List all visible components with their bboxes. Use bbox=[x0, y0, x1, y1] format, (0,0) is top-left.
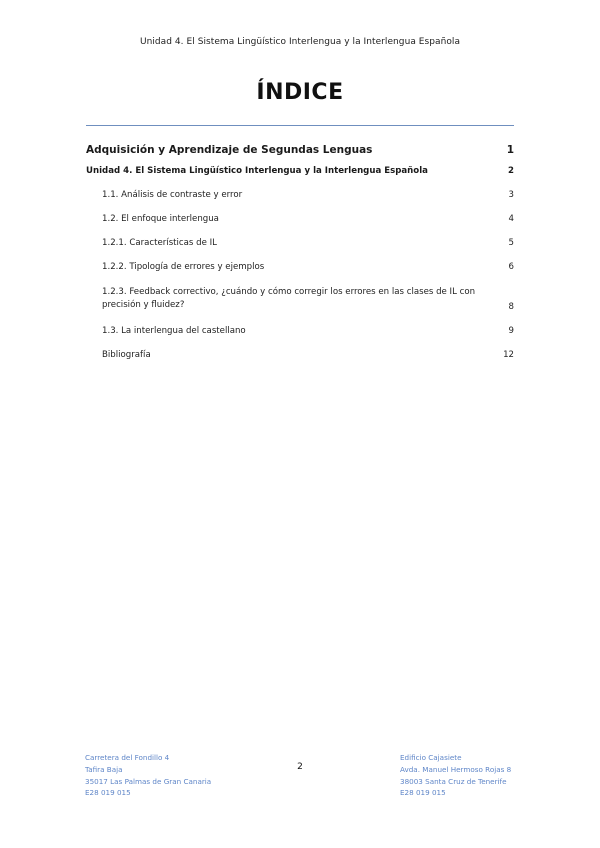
toc-entry-unidad-4[interactable] bbox=[86, 166, 514, 176]
toc-entry-text: 1.2. El enfoque interlengua bbox=[102, 214, 219, 224]
footer-line: Avda. Manuel Hermoso Rojas 8 bbox=[400, 764, 512, 774]
footer-line: Tafira Baja bbox=[85, 764, 123, 774]
footer-address-las-palmas bbox=[85, 752, 211, 799]
toc-entry-1-2-3[interactable] bbox=[86, 286, 514, 312]
toc-entry-page: 8 bbox=[508, 302, 514, 312]
toc-entry-text: Adquisición y Aprendizaje de Segundas Lenguas bbox=[86, 144, 373, 156]
toc-entry-text: Bibliografía bbox=[102, 350, 151, 360]
toc-entry-1-2-2[interactable] bbox=[86, 262, 514, 272]
toc-entry-adquisicion[interactable] bbox=[86, 144, 514, 156]
table-of-contents bbox=[86, 138, 514, 360]
footer-line: Carretera del Fondillo 4 bbox=[85, 753, 170, 762]
toc-entry-text: 1.1. Análisis de contraste y error bbox=[102, 190, 243, 200]
toc-entry-page: 2 bbox=[508, 166, 514, 176]
toc-entry-page: 6 bbox=[508, 262, 514, 272]
toc-entry-text: Unidad 4. El Sistema Lingüístico Interlengua y la Interlengua Española bbox=[86, 166, 428, 176]
footer-line: 35017 Las Palmas de Gran Canaria bbox=[85, 776, 212, 786]
toc-entry-page: 12 bbox=[503, 350, 514, 360]
toc-entry-1-1[interactable] bbox=[86, 190, 514, 200]
toc-entry-page: 1 bbox=[506, 144, 514, 156]
toc-entry-text: 1.2.2. Tipología de errores y ejemplos bbox=[102, 262, 265, 272]
toc-entry-page: 3 bbox=[508, 190, 514, 200]
running-header: Unidad 4. El Sistema Lingüístico Interlengua y la Interlengua Española bbox=[139, 37, 461, 47]
toc-entry-text: 1.2.3. Feedback correctivo, ¿cuándo y cómo corregir los errores en las clases de IL con precisión y fluidez? bbox=[102, 287, 476, 310]
page-title: ÍNDICE bbox=[256, 80, 344, 105]
toc-entry-text: 1.3. La interlengua del castellano bbox=[102, 326, 246, 336]
footer-line: 38003 Santa Cruz de Tenerife bbox=[400, 776, 507, 786]
toc-entry-page: 9 bbox=[508, 326, 514, 336]
toc-entry-1-2[interactable] bbox=[86, 214, 514, 224]
toc-entry-page: 5 bbox=[508, 238, 514, 248]
page-number: 2 bbox=[297, 762, 303, 772]
toc-entry-bibliografia[interactable] bbox=[86, 350, 514, 360]
footer-line: Edificio Cajasiete bbox=[400, 753, 462, 762]
toc-entry-1-2-1[interactable] bbox=[86, 238, 514, 248]
title-divider bbox=[86, 125, 514, 126]
toc-entry-text: 1.2.1. Características de IL bbox=[102, 238, 217, 248]
toc-entry-1-3[interactable] bbox=[86, 326, 514, 336]
footer-line: E28 019 015 bbox=[85, 788, 131, 798]
toc-entry-page: 4 bbox=[508, 214, 514, 224]
footer-address-tenerife bbox=[400, 752, 511, 799]
footer-line: E28 019 015 bbox=[400, 788, 446, 798]
